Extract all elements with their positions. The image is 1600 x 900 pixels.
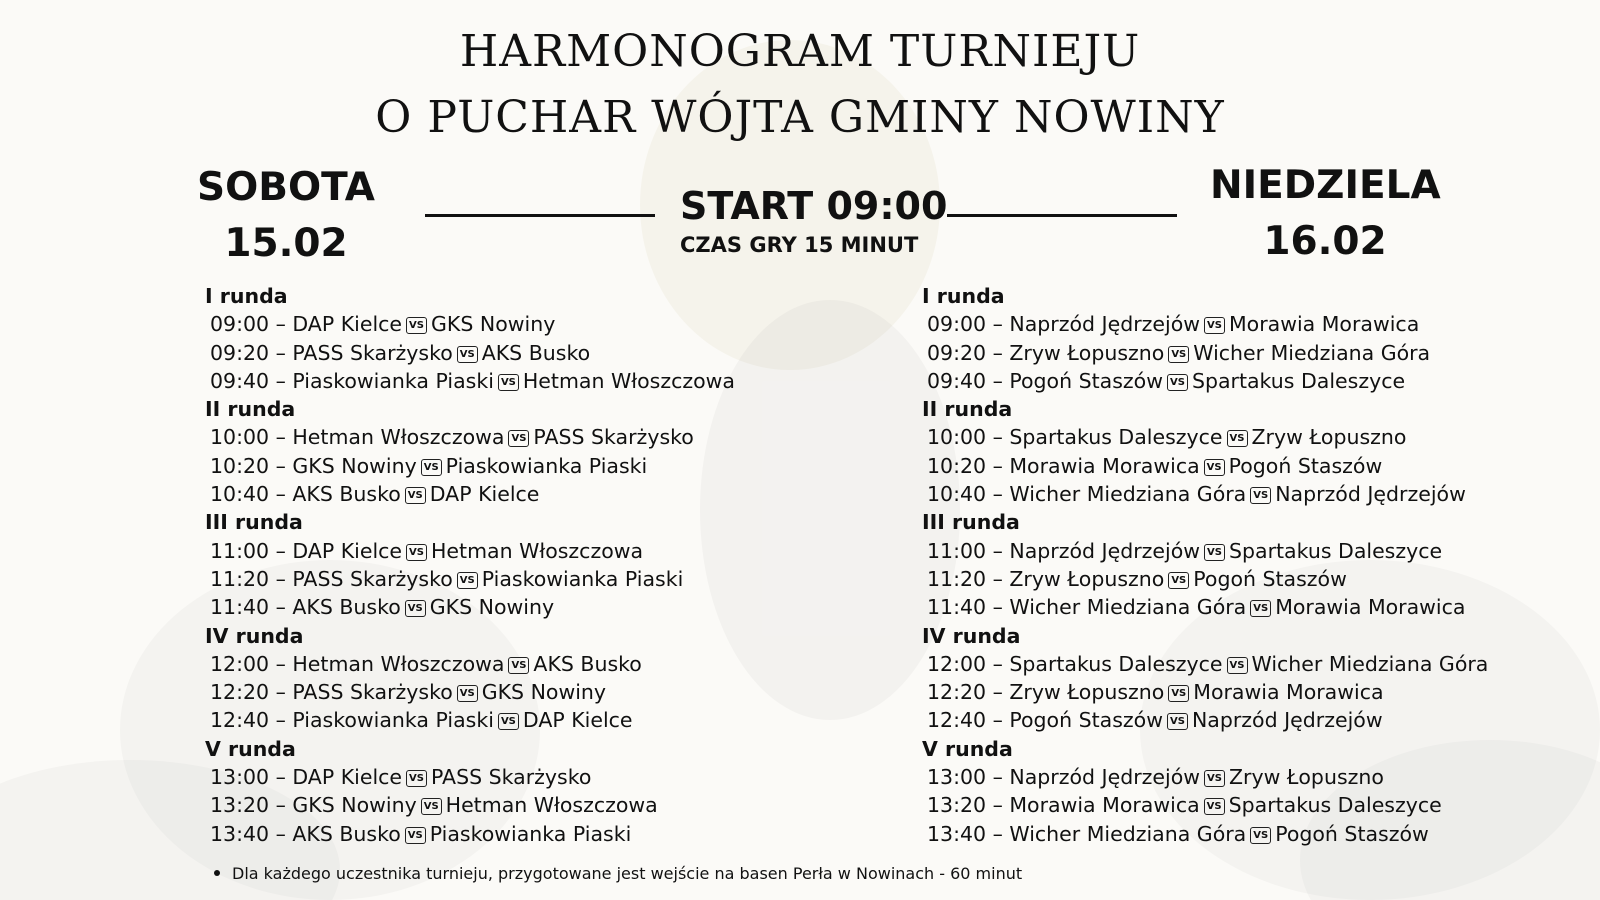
match-time: 12:00	[210, 651, 270, 676]
away-team: Wicher Miedziana Góra	[1251, 651, 1489, 676]
away-team: GKS Nowiny	[481, 680, 607, 705]
match-time: 10:40	[210, 482, 270, 507]
round-label: III runda	[922, 510, 1020, 535]
home-team: Naprzód Jędrzejów	[1009, 538, 1201, 563]
round-label: I runda	[922, 284, 1005, 308]
sunday-heading	[1210, 158, 1440, 270]
home-team: PASS Skarżysko	[292, 340, 453, 365]
match-row: 10:00 – Spartakus Daleszyce VS Zryw Łopuszno	[927, 425, 1407, 450]
match-time: 12:20	[927, 680, 987, 705]
home-team: Wicher Miedziana Góra	[1009, 482, 1247, 507]
match-row: 13:20 – GKS Nowiny VS Hetman Włoszczowa	[210, 793, 658, 818]
sunday-schedule	[922, 282, 1488, 848]
match-time: 11:20	[210, 566, 270, 591]
vs-icon: VS	[405, 600, 426, 617]
vs-icon: VS	[508, 657, 529, 674]
home-team: DAP Kielce	[292, 765, 403, 790]
vs-icon: VS	[498, 374, 519, 391]
match-row: 09:00 – Naprzód Jędrzejów VS Morawia Morawica	[927, 312, 1420, 337]
home-team: AKS Busko	[292, 821, 401, 846]
home-team: DAP Kielce	[292, 538, 403, 563]
title-line-2: O PUCHAR WÓJTA GMINY NOWINY	[375, 92, 1225, 143]
match-row: 11:20 – Zryw Łopuszno VS Pogoń Staszów	[927, 566, 1347, 591]
match-row: 12:20 – Zryw Łopuszno VS Morawia Morawica	[927, 680, 1384, 705]
away-team: Spartakus Daleszyce	[1191, 368, 1406, 393]
away-team: Zryw Łopuszno	[1228, 765, 1384, 790]
match-time: 11:00	[927, 538, 987, 563]
vs-icon: VS	[405, 487, 426, 504]
home-team: Morawia Morawica	[1009, 793, 1200, 818]
vs-icon: VS	[1168, 572, 1189, 589]
away-team: Morawia Morawica	[1193, 680, 1384, 705]
vs-icon: VS	[405, 827, 426, 844]
match-time: 13:40	[927, 821, 987, 846]
match-time: 10:40	[927, 482, 987, 507]
match-time: 11:40	[210, 595, 270, 620]
match-time: 13:00	[210, 765, 270, 790]
match-row: 12:40 – Piaskowianka Piaski VS DAP Kielce	[210, 708, 633, 733]
vs-icon: VS	[1204, 317, 1225, 334]
match-time: 10:20	[927, 453, 987, 478]
home-team: Pogoń Staszów	[1009, 708, 1163, 733]
match-time: 09:40	[210, 368, 270, 393]
away-team: Hetman Włoszczowa	[522, 368, 735, 393]
match-row: 10:40 – AKS Busko VS DAP Kielce	[210, 482, 540, 507]
home-team: PASS Skarżysko	[292, 680, 453, 705]
vs-icon: VS	[1250, 600, 1271, 617]
home-team: Spartakus Daleszyce	[1009, 425, 1223, 450]
game-duration: CZAS GRY 15 MINUT	[680, 233, 919, 257]
home-team: Wicher Miedziana Góra	[1009, 821, 1247, 846]
home-team: Naprzód Jędrzejów	[1009, 312, 1201, 337]
away-team: Zryw Łopuszno	[1251, 425, 1407, 450]
match-row: 12:00 – Spartakus Daleszyce VS Wicher Miedziana Góra	[927, 651, 1489, 676]
match-time: 09:20	[210, 340, 270, 365]
sunday-name: NIEDZIELA	[1210, 163, 1441, 208]
vs-icon: VS	[1204, 459, 1225, 476]
match-time: 13:00	[927, 765, 987, 790]
away-team: Hetman Włoszczowa	[431, 538, 644, 563]
vs-icon: VS	[406, 317, 427, 334]
away-team: GKS Nowiny	[429, 595, 555, 620]
saturday-date: 15.02	[224, 221, 348, 266]
away-team: Spartakus Daleszyce	[1228, 793, 1442, 818]
divider-right	[947, 214, 1177, 217]
match-time: 11:00	[210, 538, 270, 563]
home-team: Wicher Miedziana Góra	[1009, 595, 1247, 620]
match-time: 12:00	[927, 651, 987, 676]
match-time: 09:00	[927, 312, 987, 337]
match-row: 11:40 – Wicher Miedziana Góra VS Morawia Morawica	[927, 595, 1466, 620]
vs-icon: VS	[1204, 544, 1225, 561]
match-row: 10:40 – Wicher Miedziana Góra VS Naprzód Jędrzejów	[927, 482, 1466, 507]
away-team: Piaskowianka Piaski	[445, 453, 648, 478]
vs-icon: VS	[1250, 827, 1271, 844]
round-label: I runda	[205, 284, 288, 308]
match-time: 11:20	[927, 566, 987, 591]
away-team: Wicher Miedziana Góra	[1193, 340, 1431, 365]
match-row: 11:20 – PASS Skarżysko VS Piaskowianka Piaski	[210, 566, 684, 591]
match-row: 09:40 – Pogoń Staszów VS Spartakus Daleszyce	[927, 368, 1406, 393]
home-team: DAP Kielce	[292, 312, 403, 337]
match-time: 10:00	[927, 425, 987, 450]
home-team: Zryw Łopuszno	[1009, 680, 1165, 705]
home-team: GKS Nowiny	[292, 793, 417, 818]
vs-icon: VS	[1227, 430, 1248, 447]
start-time: START 09:00	[680, 184, 948, 228]
home-team: Piaskowianka Piaski	[292, 368, 494, 393]
match-time: 11:40	[927, 595, 987, 620]
match-row: 09:20 – PASS Skarżysko VS AKS Busko	[210, 340, 591, 365]
round-label: IV runda	[922, 623, 1021, 648]
match-time: 09:20	[927, 340, 987, 365]
match-row: 12:00 – Hetman Włoszczowa VS AKS Busko	[210, 651, 642, 676]
match-time: 12:20	[210, 680, 270, 705]
away-team: AKS Busko	[533, 651, 642, 676]
match-row: 10:20 – Morawia Morawica VS Pogoń Staszów	[927, 453, 1383, 478]
away-team: Piaskowianka Piaski	[429, 821, 632, 846]
match-row: 11:40 – AKS Busko VS GKS Nowiny	[210, 595, 555, 620]
match-time: 09:00	[210, 312, 270, 337]
away-team: Piaskowianka Piaski	[481, 566, 684, 591]
match-row: 10:20 – GKS Nowiny VS Piaskowianka Piaski	[210, 453, 648, 478]
match-time: 12:40	[210, 708, 270, 733]
vs-icon: VS	[1204, 770, 1225, 787]
saturday-name: SOBOTA	[197, 165, 375, 210]
vs-icon: VS	[508, 430, 529, 447]
vs-icon: VS	[1167, 374, 1188, 391]
match-row: 13:40 – AKS Busko VS Piaskowianka Piaski	[210, 821, 632, 846]
match-time: 09:40	[927, 368, 987, 393]
away-team: PASS Skarżysko	[533, 425, 694, 450]
away-team: Hetman Włoszczowa	[445, 793, 658, 818]
home-team: Zryw Łopuszno	[1009, 566, 1165, 591]
match-time: 12:40	[927, 708, 987, 733]
vs-icon: VS	[457, 346, 478, 363]
match-time: 10:00	[210, 425, 270, 450]
match-time: 13:20	[210, 793, 270, 818]
vs-icon: VS	[1227, 657, 1248, 674]
away-team: AKS Busko	[481, 340, 591, 365]
match-row: 12:40 – Pogoń Staszów VS Naprzód Jędrzejów	[927, 708, 1383, 733]
home-team: PASS Skarżysko	[292, 566, 453, 591]
away-team: Naprzód Jędrzejów	[1275, 482, 1466, 507]
away-team: Spartakus Daleszyce	[1228, 538, 1443, 563]
home-team: AKS Busko	[292, 595, 401, 620]
note	[214, 864, 1022, 883]
home-team: Naprzód Jędrzejów	[1009, 765, 1201, 790]
home-team: Zryw Łopuszno	[1009, 340, 1165, 365]
home-team: AKS Busko	[292, 482, 401, 507]
sunday-date: 16.02	[1263, 219, 1387, 264]
away-team: Pogoń Staszów	[1275, 821, 1429, 846]
vs-icon: VS	[406, 770, 427, 787]
divider-left	[425, 214, 655, 217]
saturday-heading	[196, 160, 376, 272]
vs-icon: VS	[406, 544, 427, 561]
away-team: DAP Kielce	[522, 708, 633, 733]
vs-icon: VS	[1168, 346, 1189, 363]
round-label: V runda	[205, 736, 296, 761]
saturday-schedule	[205, 282, 735, 848]
away-team: Pogoń Staszów	[1193, 566, 1347, 591]
vs-icon: VS	[421, 798, 442, 815]
vs-icon: VS	[1204, 798, 1225, 815]
match-row: 09:00 – DAP Kielce VS GKS Nowiny	[210, 312, 556, 337]
match-row: 13:40 – Wicher Miedziana Góra VS Pogoń Staszów	[927, 821, 1429, 846]
away-team: Pogoń Staszów	[1228, 453, 1383, 478]
round-label: V runda	[922, 736, 1013, 761]
match-time: 10:20	[210, 453, 270, 478]
match-time: 13:20	[927, 793, 987, 818]
away-team: PASS Skarżysko	[431, 765, 592, 790]
match-row: 11:00 – Naprzód Jędrzejów VS Spartakus Daleszyce	[927, 538, 1443, 563]
home-team: Piaskowianka Piaski	[292, 708, 494, 733]
away-team: GKS Nowiny	[431, 312, 556, 337]
away-team: DAP Kielce	[429, 482, 540, 507]
note-text: Dla każdego uczestnika turnieju, przygotowane jest wejście na basen Perła w Nowinach - 60 minut	[232, 864, 1023, 883]
match-row: 10:00 – Hetman Włoszczowa VS PASS Skarżysko	[210, 425, 694, 450]
vs-icon: VS	[457, 685, 478, 702]
home-team: Hetman Włoszczowa	[292, 425, 505, 450]
home-team: GKS Nowiny	[292, 453, 417, 478]
vs-icon: VS	[498, 713, 519, 730]
away-team: Naprzód Jędrzejów	[1191, 708, 1383, 733]
match-row: 12:20 – PASS Skarżysko VS GKS Nowiny	[210, 680, 607, 705]
away-team: Morawia Morawica	[1228, 312, 1420, 337]
home-team: Spartakus Daleszyce	[1009, 651, 1223, 676]
match-row: 11:00 – DAP Kielce VS Hetman Włoszczowa	[210, 538, 644, 563]
vs-icon: VS	[1167, 713, 1188, 730]
vs-icon: VS	[457, 572, 478, 589]
away-team: Morawia Morawica	[1275, 595, 1466, 620]
match-row: 09:40 – Piaskowianka Piaski VS Hetman Włoszczowa	[210, 368, 735, 393]
vs-icon: VS	[1250, 487, 1271, 504]
home-team: Hetman Włoszczowa	[292, 651, 505, 676]
round-label: IV runda	[205, 623, 304, 648]
home-team: Morawia Morawica	[1009, 453, 1200, 478]
vs-icon: VS	[1168, 685, 1189, 702]
home-team: Pogoń Staszów	[1009, 368, 1163, 393]
round-label: II runda	[922, 397, 1013, 422]
match-row: 09:20 – Zryw Łopuszno VS Wicher Miedziana Góra	[927, 340, 1431, 365]
round-label: III runda	[205, 510, 303, 535]
match-row: 13:00 – DAP Kielce VS PASS Skarżysko	[210, 765, 592, 790]
match-row: 13:20 – Morawia Morawica VS Spartakus Daleszyce	[927, 793, 1442, 818]
title-line-1: HARMONOGRAM TURNIEJU	[459, 26, 1141, 77]
bullet-icon	[214, 870, 220, 876]
match-time: 13:40	[210, 821, 270, 846]
round-label: II runda	[205, 397, 296, 422]
match-row: 13:00 – Naprzód Jędrzejów VS Zryw Łopuszno	[927, 765, 1384, 790]
vs-icon: VS	[421, 459, 442, 476]
